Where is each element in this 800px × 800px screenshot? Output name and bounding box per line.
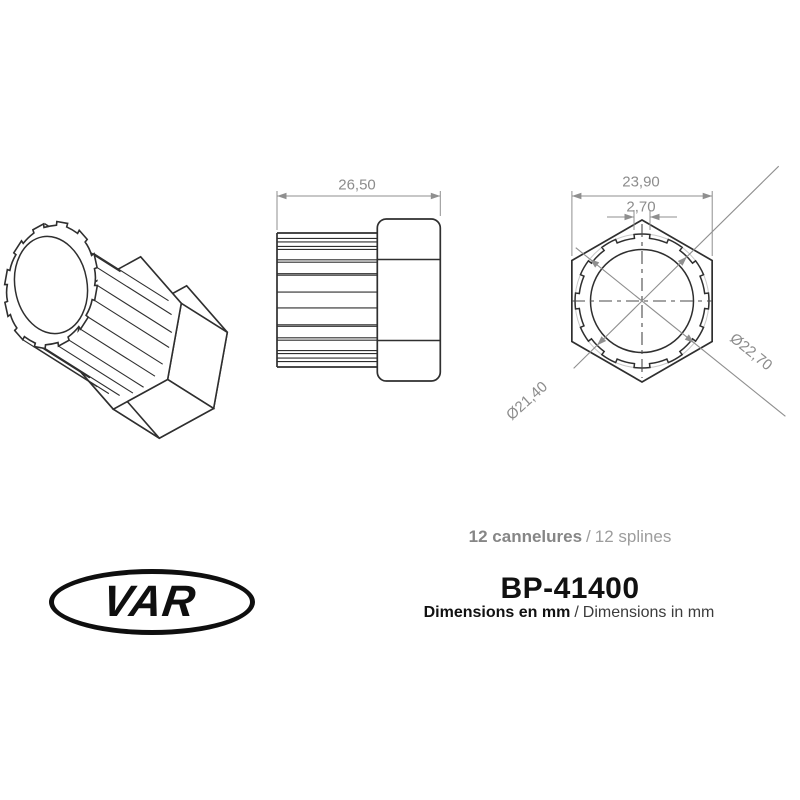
spline-count-caption [469, 527, 672, 547]
caption-separator: / [586, 527, 591, 546]
units-caption-separator: / [574, 604, 579, 621]
part-number: BP-41400 [500, 572, 640, 605]
var-logo [49, 569, 255, 635]
spline-count-fr: 12 cannelures [468, 527, 583, 546]
units-caption-en: Dimensions in mm [582, 604, 715, 621]
dim-tool-length-label: 26,50 [338, 176, 376, 194]
dim-outer-diameter-label: Ø22,70 [726, 329, 776, 375]
units-caption [424, 604, 715, 622]
view-front [572, 166, 786, 416]
view-side [277, 191, 440, 381]
var-logo-text: VAR [99, 577, 199, 626]
spline-count-en: 12 splines [594, 527, 672, 546]
view-3d [5, 222, 228, 439]
dim-inner-diameter-label: Ø21,40 [503, 378, 551, 424]
dim-tooth-width-label: 2,70 [626, 198, 656, 216]
units-caption-fr: Dimensions en mm [423, 604, 571, 621]
dim-hex-width-label: 23,90 [622, 173, 660, 191]
